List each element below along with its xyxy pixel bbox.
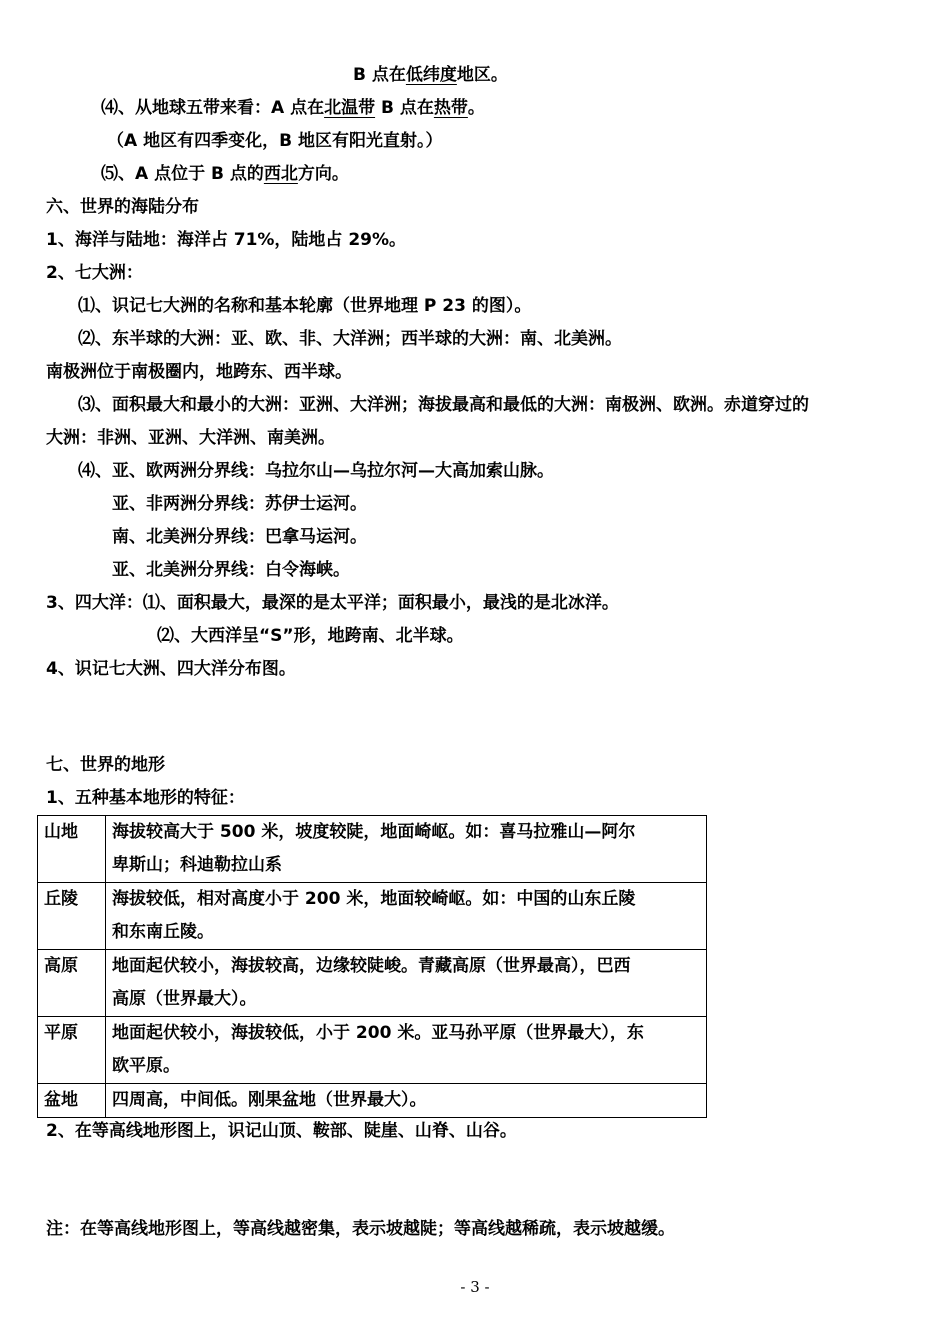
text-line: ⑷、从地球五带来看：A 点在北温带 B 点在热带。 — [101, 98, 485, 118]
terrain-desc-cell: 四周高，中间低。刚果盆地（世界最大）。 — [106, 1084, 707, 1118]
terrain-desc-cell: 地面起伏较小，海拔较低，小于 200 米。亚马孙平原（世界最大），东 欧平原。 — [106, 1017, 707, 1084]
note-line: 注：在等高线地形图上，等高线越密集，表示坡越陡；等高线越稀疏，表示坡越缓。 — [46, 1219, 675, 1239]
terrain-name-cell: 平原 — [38, 1017, 106, 1084]
text-line: （A 地区有四季变化，B 地区有阳光直射。） — [107, 131, 443, 151]
terrain-desc-cell: 海拔较高大于 500 米，坡度较陡，地面崎岖。如：喜马拉雅山—阿尔 卑斯山；科迪勒拉山系 — [106, 816, 707, 883]
terrain-name-cell: 盆地 — [38, 1084, 106, 1118]
text-line: ⑸、A 点位于 B 点的西北方向。 — [101, 164, 349, 184]
table-row — [38, 1017, 707, 1084]
text-line: ⑶、面积最大和最小的大洲：亚洲、大洋洲；海拔最高和最低的大洲：南极洲、欧洲。赤道穿过的 — [78, 395, 809, 415]
terrain-desc-cell: 地面起伏较小，海拔较高，边缘较陡峻。青藏高原（世界最高），巴西 高原（世界最大）。 — [106, 950, 707, 1017]
text-line: ⑷、亚、欧两洲分界线：乌拉尔山—乌拉尔河—大高加索山脉。 — [78, 461, 554, 481]
table-row — [38, 1084, 707, 1118]
table-row — [38, 883, 707, 950]
terrain-name-cell: 山地 — [38, 816, 106, 883]
terrain-name-cell: 高原 — [38, 950, 106, 1017]
text-line: ⑵、东半球的大洲：亚、欧、非、大洋洲；西半球的大洲：南、北美洲。 — [78, 329, 622, 349]
page-number: - 3 - — [460, 1278, 490, 1296]
terrain-name-cell: 丘陵 — [38, 883, 106, 950]
text-line: 亚、北美洲分界线：白令海峡。 — [112, 560, 350, 580]
section-heading: 六、世界的海陆分布 — [46, 197, 199, 217]
terrain-table — [37, 815, 707, 1118]
answer-underlined: 热带 — [433, 98, 468, 118]
answer-underlined: 低纬度 — [405, 65, 457, 85]
table-row — [38, 950, 707, 1017]
text-line: B 点在低纬度地区。 — [353, 65, 508, 85]
text-line: 4、识记七大洲、四大洋分布图。 — [46, 659, 296, 679]
text-line: 3、四大洋：⑴、面积最大，最深的是太平洋；面积最小，最浅的是北冰洋。 — [46, 593, 619, 613]
text-line: 2、在等高线地形图上，识记山顶、鞍部、陡崖、山脊、山谷。 — [46, 1121, 517, 1141]
text-line: 1、五种基本地形的特征： — [46, 788, 245, 808]
text-line: ⑴、识记七大洲的名称和基本轮廓（世界地理 P 23 的图）。 — [78, 296, 532, 316]
text-line: 亚、非两洲分界线：苏伊士运河。 — [112, 494, 367, 514]
text-line: 2、七大洲： — [46, 263, 143, 283]
text-line: 南极洲位于南极圈内，地跨东、西半球。 — [46, 362, 352, 382]
text-line: 南、北美洲分界线：巴拿马运河。 — [112, 527, 367, 547]
terrain-desc-cell: 海拔较低，相对高度小于 200 米，地面较崎岖。如：中国的山东丘陵 和东南丘陵。 — [106, 883, 707, 950]
text-line: ⑵、大西洋呈“S”形，地跨南、北半球。 — [157, 626, 464, 646]
answer-underlined: 西北 — [263, 164, 298, 184]
text-line: 1、海洋与陆地：海洋占 71%，陆地占 29%。 — [46, 230, 407, 250]
table-row — [38, 816, 707, 883]
answer-underlined: 北温带 — [324, 98, 376, 118]
text-line: 大洲：非洲、亚洲、大洋洲、南美洲。 — [46, 428, 335, 448]
section-heading: 七、世界的地形 — [46, 755, 165, 775]
